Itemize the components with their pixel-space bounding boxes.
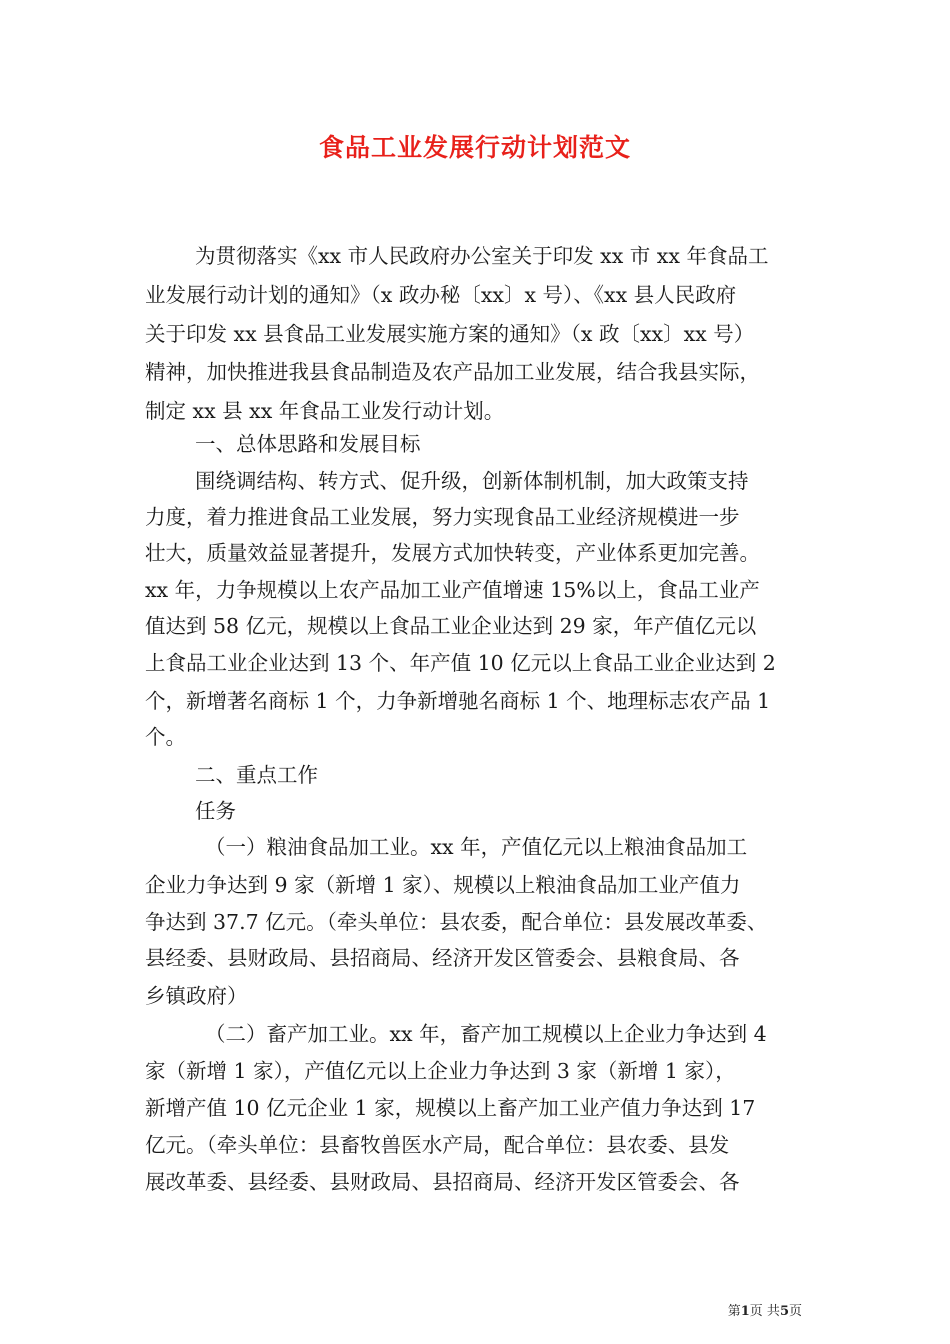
paragraph-line: 上食品工业企业达到 13 个、年产值 10 亿元以上食品工业企业达到 2 (145, 651, 776, 675)
subheading: 任务 (195, 799, 236, 823)
paragraph-line: 个，新增著名商标 1 个，力争新增驰名商标 1 个、地理标志农产品 1 (145, 689, 771, 713)
current-page-number: 1 (740, 1304, 750, 1319)
paragraph-line: xx 年，力争规模以上农产品加工业产值增速 15%以上，食品工业产 (145, 578, 760, 602)
paragraph-line: 家（新增 1 家），产值亿元以上企业力争达到 3 家（新增 1 家）， (145, 1059, 736, 1083)
paragraph-line: 关于印发 xx 县食品工业发展实施方案的通知》（x 政〔xx〕xx 号） (145, 322, 755, 346)
page-number-footer (728, 1300, 802, 1319)
paragraph-line: 县经委、县财政局、县招商局、经济开发区管委会、县粮食局、各 (145, 946, 740, 970)
paragraph-line: 制定 xx 县 xx 年食品工业发行动计划。 (145, 399, 505, 423)
paragraph-line: 精神，加快推进我县食品制造及农产品加工业发展，结合我县实际， (145, 360, 760, 384)
paragraph-line: 值达到 58 亿元，规模以上食品工业企业达到 29 家，年产值亿元以 (145, 614, 757, 638)
total-page-number: 5 (779, 1304, 789, 1319)
section-heading: 二、重点工作 (195, 763, 318, 787)
paragraph-line: 新增产值 10 亿元企业 1 家，规模以上畜产加工业产值力争达到 17 (145, 1096, 756, 1120)
paragraph-line: 亿元。（牵头单位：县畜牧兽医水产局，配合单位：县农委、县发 (145, 1133, 730, 1157)
paragraph-line: 业发展行动计划的通知》（x 政办秘〔xx〕x 号）、《xx 县人民政府 (145, 283, 737, 307)
paragraph-line: 壮大，质量效益显著提升，发展方式加快转变，产业体系更加完善。 (145, 541, 760, 565)
paragraph-line: 力度，着力推进食品工业发展，努力实现食品工业经济规模进一步 (145, 505, 740, 529)
paragraph-line: 围绕调结构、转方式、促升级，创新体制机制，加大政策支持 (195, 469, 749, 493)
paragraph-line: 企业力争达到 9 家（新增 1 家）、规模以上粮油食品加工业产值力 (145, 873, 741, 897)
paragraph-line: （一）粮油食品加工业。xx 年，产值亿元以上粮油食品加工 (205, 835, 748, 859)
paragraph-line: （二）畜产加工业。xx 年，畜产加工规模以上企业力争达到 4 (205, 1022, 767, 1046)
footer-prefix: 第 (727, 1304, 741, 1319)
section-heading: 一、总体思路和发展目标 (195, 432, 421, 456)
footer-suffix: 页 (788, 1304, 802, 1319)
paragraph-line: 为贯彻落实《xx 市人民政府办公室关于印发 xx 市 xx 年食品工 (195, 244, 769, 268)
paragraph-line: 乡镇政府） (145, 984, 248, 1008)
paragraph-line: 个。 (145, 725, 186, 749)
paragraph-line: 争达到 37.7 亿元。（牵头单位：县农委，配合单位：县发展改革委、 (145, 910, 768, 934)
document-title: 食品工业发展行动计划范文 (318, 133, 631, 162)
footer-middle: 页 共 (749, 1304, 780, 1319)
paragraph-line: 展改革委、县经委、县财政局、县招商局、经济开发区管委会、各 (145, 1170, 740, 1194)
